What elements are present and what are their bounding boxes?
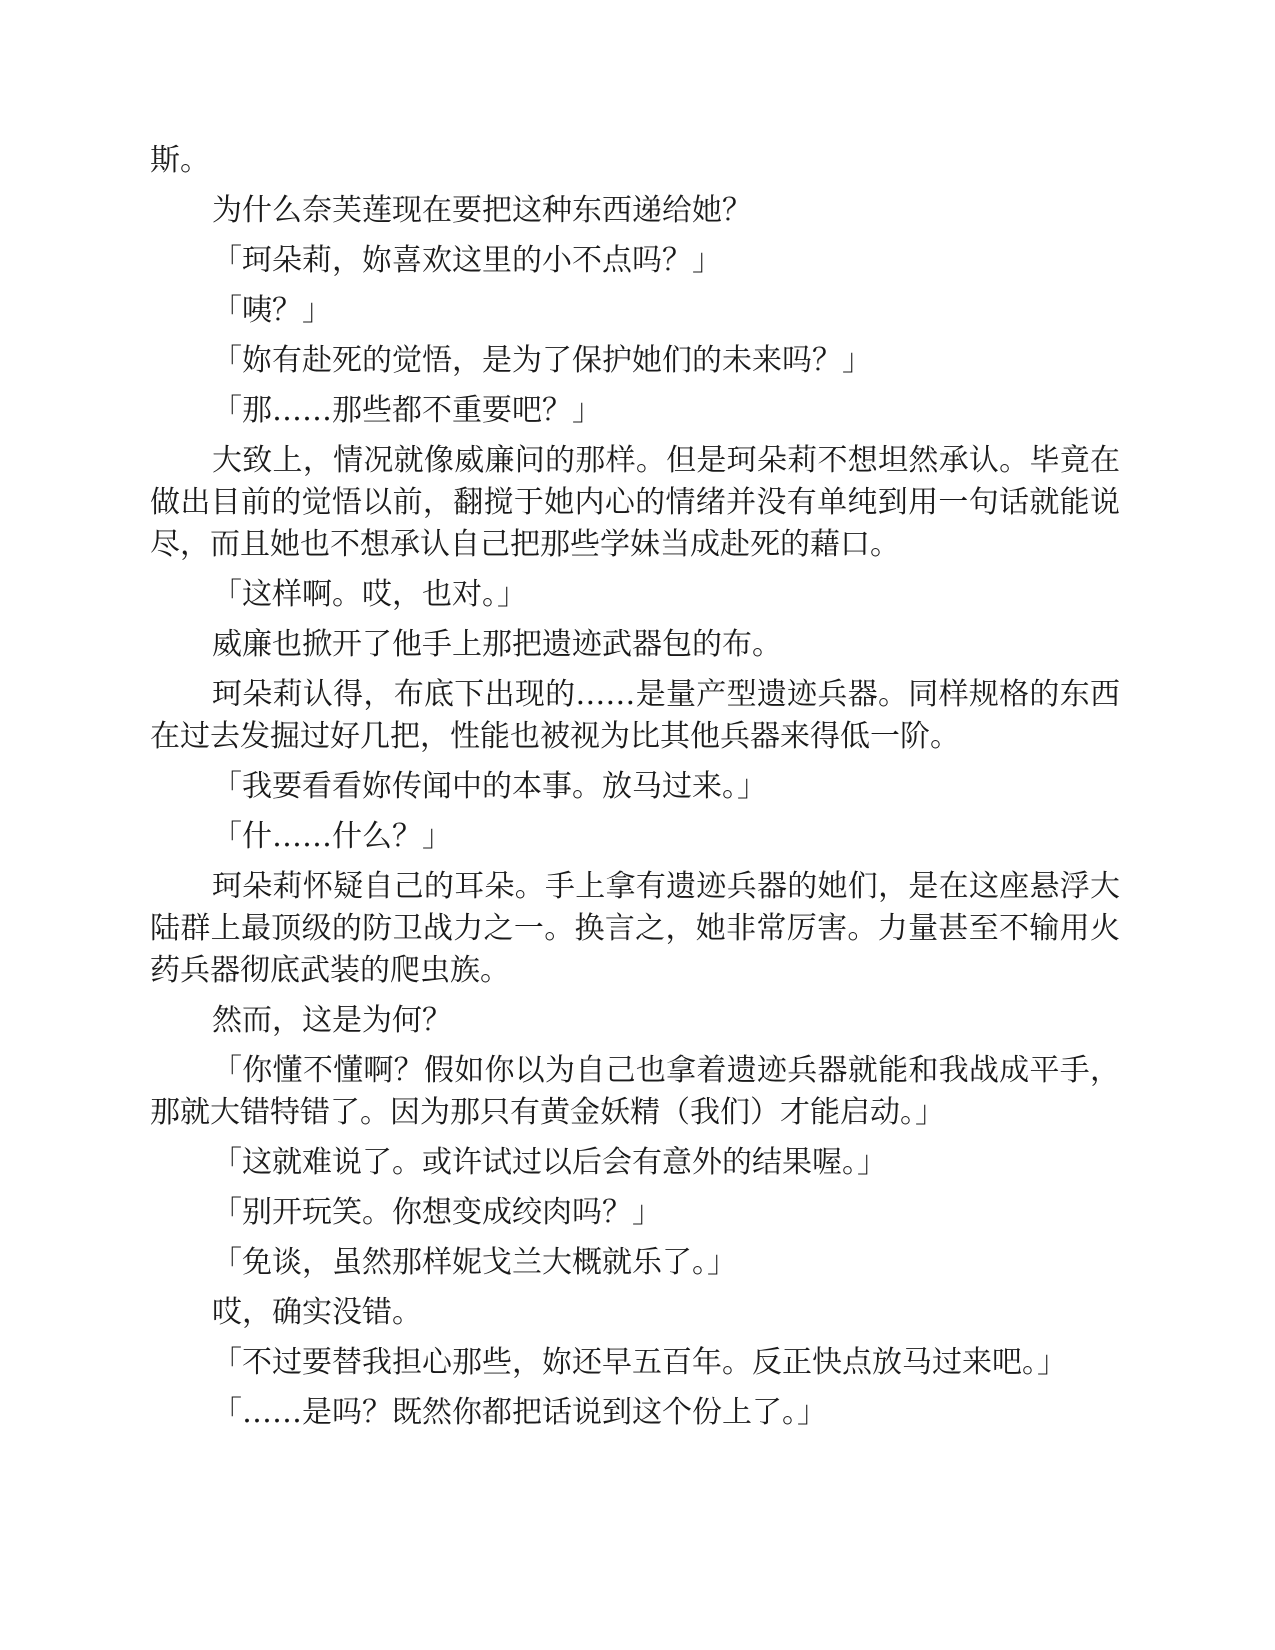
paragraph: 为什么奈芙莲现在要把这种东西递给她？ [212,193,752,228]
paragraph: 「那……那些都不重要吧？」 [212,393,602,428]
paragraph: 「咦？」 [212,293,332,328]
paragraph: 然而，这是为何？ [212,1003,452,1038]
paragraph: 「这样啊。哎，也对。」 [212,577,527,612]
paragraph: 珂朵莉认得，布底下出现的……是量产型遗迹兵器。同样规格的东西在过去发掘过好几把，性能也被视为比其他兵器来得低一阶。 [150,677,1120,754]
paragraph: 「你懂不懂啊？假如你以为自己也拿着遗迹兵器就能和我战成平手，那就大错特错了。因为那只有黄金妖精（我们）才能启动。」 [150,1053,1120,1130]
paragraph: 「……是吗？既然你都把话说到这个份上了。」 [212,1395,827,1430]
paragraph: 「我要看看妳传闻中的本事。放马过来。」 [212,769,767,804]
paragraph: 大致上，情况就像威廉问的那样。但是珂朵莉不想坦然承认。毕竟在做出目前的觉悟以前，翻搅于她内心的情绪并没有单纯到用一句话就能说尽，而且她也不想承认自己把那些学妹当成赴死的藉口。 [150,443,1120,562]
paragraph: 「别开玩笑。你想变成绞肉吗？」 [212,1195,662,1230]
paragraph: 珂朵莉怀疑自己的耳朵。手上拿有遗迹兵器的她们，是在这座悬浮大陆群上最顶级的防卫战力之一。换言之，她非常厉害。力量甚至不输用火药兵器彻底武装的爬虫族。 [150,869,1120,988]
paragraph: 「不过要替我担心那些，妳还早五百年。反正快点放马过来吧。」 [212,1345,1067,1380]
document-page [150,140,1120,1442]
paragraph: 威廉也掀开了他手上那把遗迹武器包的布。 [212,627,782,662]
paragraph: 「免谈，虽然那样妮戈兰大概就乐了。」 [212,1245,737,1280]
paragraph: 「妳有赴死的觉悟，是为了保护她们的未来吗？」 [212,343,872,378]
paragraph: 哎，确实没错。 [212,1295,422,1330]
paragraph: 「什……什么？」 [212,819,452,854]
paragraph: 「珂朵莉，妳喜欢这里的小不点吗？」 [212,243,722,278]
paragraph: 斯。 [150,143,210,178]
paragraph: 「这就难说了。或许试过以后会有意外的结果喔。」 [212,1145,887,1180]
